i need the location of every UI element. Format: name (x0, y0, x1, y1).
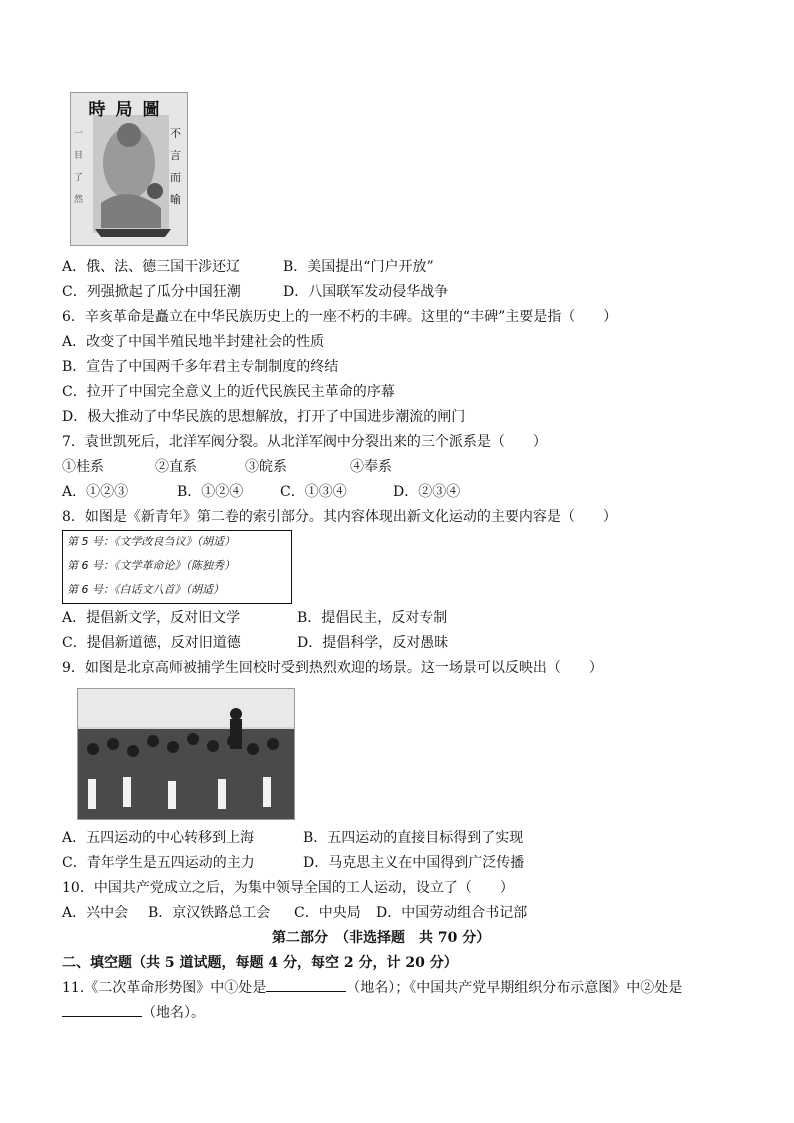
q10-stem: 10．中国共产党成立之后，为集中领导全国的工人运动，设立了（ ） (62, 880, 514, 896)
q5-option-b: B．美国提出“门户开放” (283, 259, 434, 275)
q7-option-d: D．②③④ (393, 484, 461, 500)
q7-item-3: ③皖系 (245, 459, 287, 475)
q9-option-b: B．五四运动的直接目标得到了实现 (303, 830, 524, 846)
q11-blank-2[interactable] (62, 1004, 142, 1017)
q7-item-2: ②直系 (155, 459, 197, 475)
q6-option-a: A．改变了中国半殖民地半封建社会的性质 (62, 334, 325, 350)
part-two-title: 第二部分 （非选择题 共 70 分） (272, 930, 491, 946)
q8-option-d: D．提倡科学，反对愚昧 (297, 635, 449, 651)
q7-stem: 7．袁世凯死后，北洋军阀分裂。从北洋军阀中分裂出来的三个派系是（ ） (62, 434, 547, 450)
q9-option-c: C．青年学生是五四运动的主力 (62, 855, 255, 871)
q11-line-2 (62, 1004, 205, 1022)
q7-option-b: B．①②④ (177, 484, 244, 500)
students-return-photo (77, 688, 295, 820)
q10-option-c: C．中央局 (294, 905, 361, 921)
q7-option-c: C．①③④ (280, 484, 347, 500)
q6-option-c: C．拉开了中国完全意义上的近代民族民主革命的序幕 (62, 384, 395, 400)
fill-in-section-heading: 二、填空题（共 5 道试题，每题 4 分，每空 2 分，计 20 分） (62, 955, 458, 971)
q8-option-b: B．提倡民主，反对专制 (297, 610, 448, 626)
q6-option-b: B．宣告了中国两千多年君主专制制度的终结 (62, 359, 339, 375)
q6-option-d: D．极大推动了中华民族的思想解放，打开了中国进步潮流的闸门 (62, 409, 466, 425)
q7-option-a: A．①②③ (62, 484, 129, 500)
q10-option-b: B．京汉铁路总工会 (148, 905, 271, 921)
index-line-1: 第 5 号：《文学改良刍议》（胡适） (67, 535, 235, 548)
shiju-tu-image (70, 92, 188, 246)
q11-text-a: 11.《二次革命形势图》中①处是 (62, 980, 267, 996)
xin-qingnian-index-box (62, 530, 292, 604)
index-line-2: 第 6 号：《文学革命论》（陈独秀） (67, 559, 235, 572)
poster-left-caption: 一目了然 (74, 129, 84, 205)
index-line-3: 第 6 号：《白话文八首》（胡适） (67, 583, 224, 596)
q10-option-d: D．中国劳动组合书记部 (376, 905, 528, 921)
q9-stem: 9．如图是北京高师被捕学生回校时受到热烈欢迎的场景。这一场景可以反映出（ ） (62, 660, 603, 676)
q11-text-c: （地名）。 (142, 1005, 205, 1021)
q8-option-c: C．提倡新道德，反对旧道德 (62, 635, 241, 651)
q5-option-a: A．俄、法、德三国干涉还辽 (62, 259, 241, 275)
poster-title: 時局圖 (88, 100, 170, 120)
q8-stem: 8．如图是《新青年》第二卷的索引部分。其内容体现出新文化运动的主要内容是（ ） (62, 509, 617, 525)
q11-blank-1[interactable] (266, 979, 346, 992)
q11-text-b: （地名）；《中国共产党早期组织分布示意图》中②处是 (346, 980, 683, 996)
q5-option-c: C．列强掀起了瓜分中国狂潮 (62, 284, 241, 300)
crowd-photo-illustration (78, 689, 294, 819)
q9-option-d: D．马克思主义在中国得到广泛传播 (303, 855, 525, 871)
q7-item-4: ④奉系 (350, 459, 392, 475)
q7-item-1: ①桂系 (62, 459, 104, 475)
q11-line-1 (62, 979, 682, 997)
q8-option-a: A．提倡新文学，反对旧文学 (62, 610, 241, 626)
q6-stem: 6．辛亥革命是矗立在中华民族历史上的一座不朽的丰碑。这里的“丰碑”主要是指（ ） (62, 309, 618, 325)
poster-right-caption: 不言而喻 (170, 127, 181, 206)
q5-option-d: D．八国联军发动侵华战争 (283, 284, 449, 300)
q9-option-a: A．五四运动的中心转移到上海 (62, 830, 255, 846)
q10-option-a: A．兴中会 (62, 905, 129, 921)
